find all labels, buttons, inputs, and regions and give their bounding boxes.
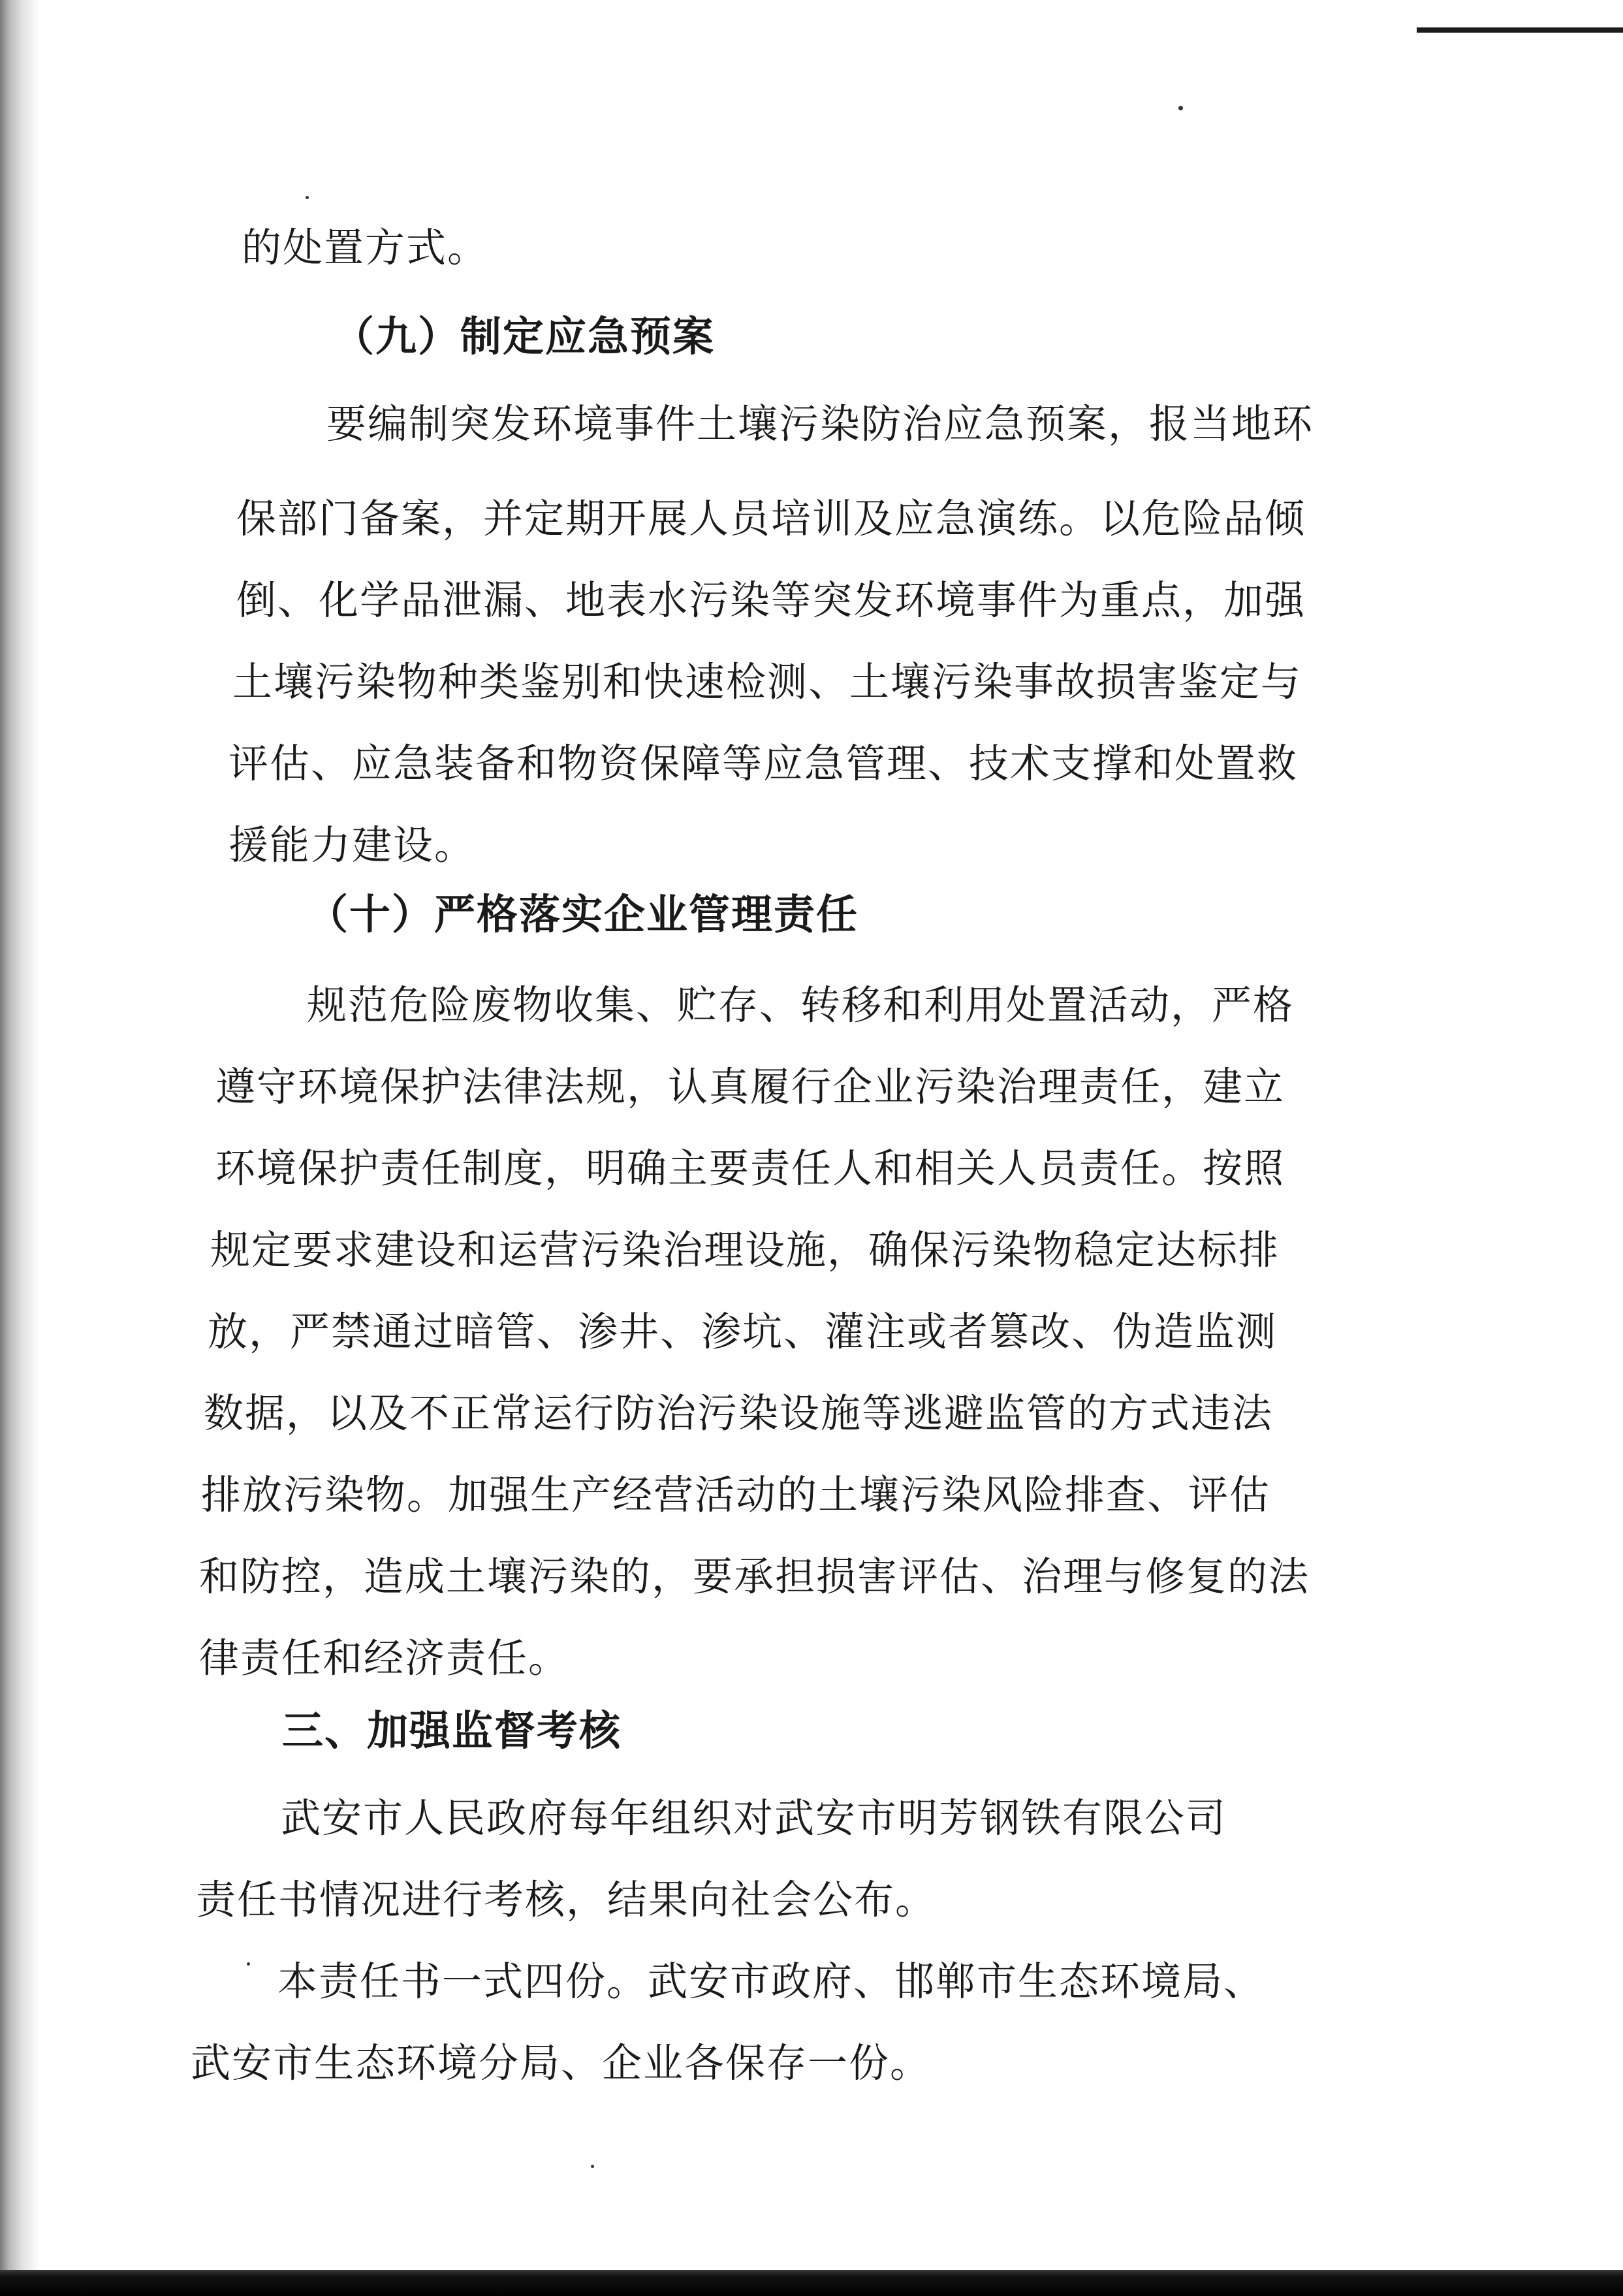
scan-speck [591, 2165, 594, 2168]
paragraph-line: 援能力建设。 [228, 822, 476, 869]
section-heading-9: （九）制定应急预案 [333, 312, 715, 360]
paragraph-line: 遵守环境保护法律法规，认真履行企业污染治理责任，建立 [215, 1064, 1285, 1110]
scan-speck [247, 1962, 250, 1966]
paragraph-line: 责任书情况进行考核，结果向社会公布。 [196, 1877, 937, 1923]
section-heading-10: （十）严格落实企业管理责任 [307, 890, 859, 938]
paragraph-line: 排放污染物。加强生产经营活动的土壤污染风险排查、评估 [201, 1472, 1271, 1518]
paragraph-line: 环境保护责任制度，明确主要责任人和相关人员责任。按照 [215, 1145, 1285, 1192]
scan-speck [306, 196, 309, 199]
scan-bottom-edge [0, 2270, 1623, 2296]
paragraph-line: 武安市人民政府每年组织对武安市明芳钢铁有限公司 [281, 1795, 1227, 1842]
scan-speck [1178, 106, 1183, 110]
paragraph-line: 放，严禁通过暗管、渗井、渗坑、灌注或者篡改、伪造监测 [208, 1309, 1278, 1355]
paragraph-line: 要编制突发环境事件土壤污染防治应急预案，报当地环 [326, 401, 1314, 447]
paragraph-line: 保部门备案，并定期开展人员培训及应急演练。以危险品倾 [236, 496, 1306, 542]
paragraph-line: 武安市生态环境分局、企业各保存一份。 [191, 2040, 932, 2086]
paragraph-line: 土壤污染物种类鉴别和快速检测、土壤污染事故损害鉴定与 [232, 659, 1302, 705]
paragraph-line: 本责任书一式四份。武安市政府、邯郸市生态环境局、 [277, 1958, 1265, 2005]
paragraph-line: 规定要求建设和运营污染治理设施，确保污染物稳定达标排 [210, 1227, 1280, 1273]
paragraph-line: 和防控，造成土壤污染的，要承担损害评估、治理与修复的法 [199, 1554, 1310, 1600]
paragraph-line: 评估、应急装备和物资保障等应急管理、技术支撑和处置救 [228, 741, 1299, 787]
paragraph-line: 规范危险废物收集、贮存、转移和利用处置活动，严格 [307, 982, 1295, 1028]
paragraph-line: 律责任和经济责任。 [199, 1635, 570, 1682]
paragraph-line: 的处置方式。 [242, 225, 489, 271]
paragraph-line: 数据，以及不正常运行防治污染设施等逃避监管的方式违法 [204, 1390, 1274, 1437]
paragraph-line: 倒、化学品泄漏、地表水污染等突发环境事件为重点，加强 [236, 577, 1306, 624]
section-heading-3: 三、加强监督考核 [282, 1706, 622, 1755]
